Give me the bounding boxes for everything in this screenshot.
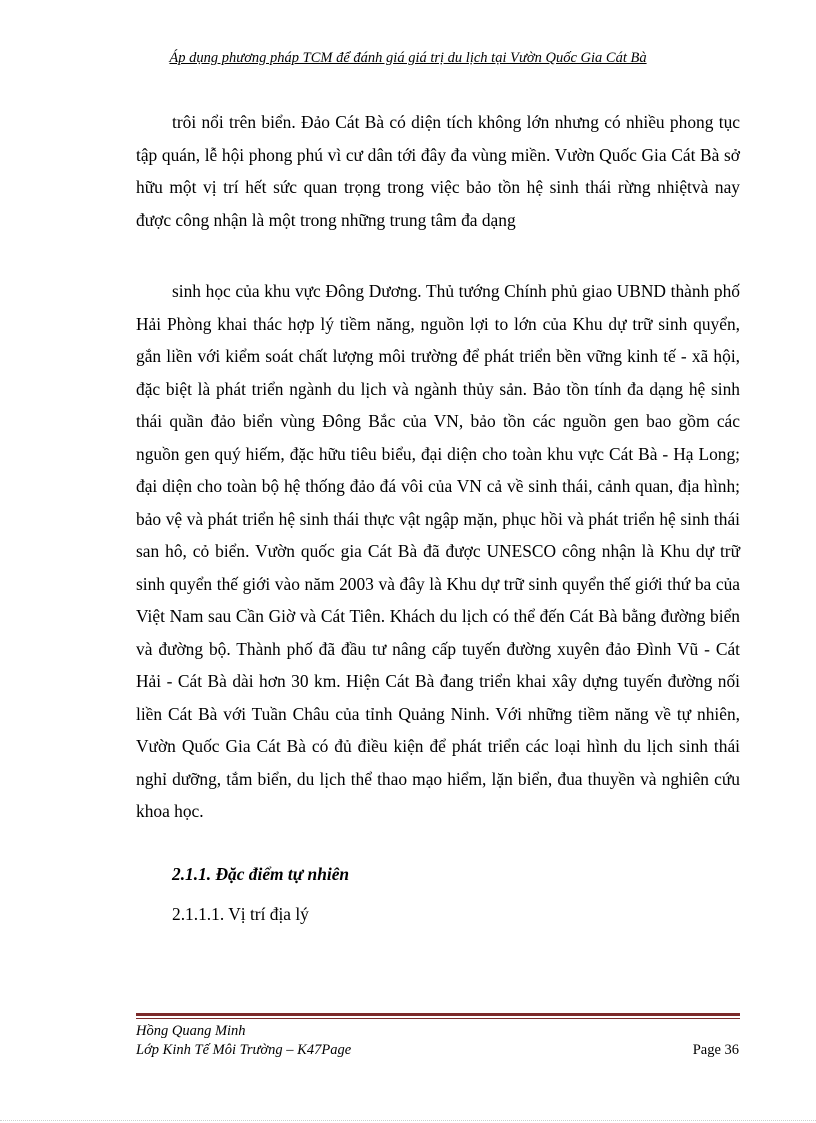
body-paragraph-2 (136, 275, 740, 828)
footer-class-line: Lớp Kinh Tế Môi Trường – K47Page (136, 1042, 352, 1058)
footer-rule-thick (136, 1013, 740, 1016)
paragraph-text: sinh học của khu vực Đông Dương. Thủ tướng Chính phủ giao UBND thành phố Hải Phòng khai thác hợp lý tiềm năng, nguồn lợi to lớn của Khu dự trữ sinh quyển, gắn liền với kiểm soát chất lượng môi trường để phát triển bền vững kinh tế - xã hội, đặc biệt là phát triển ngành du lịch và ngành thủy sản. Bảo tồn tính đa dạng hệ sinh thái quần đảo biển vùng Đông Bắc của VN, bảo tồn các nguồn gen bao gồm các nguồn gen quý hiếm, đặc hữu tiêu biểu, đại diện cho toàn khu vực Cát Bà - Hạ Long; đại diện cho toàn bộ hệ thống đảo đá vôi của VN cả về sinh thái, cảnh quan, địa hình; bảo vệ và phát triển hệ sinh thái thực vật ngập mặn, phục hồi và phát triển hệ sinh thái san hô, cỏ biển. Vườn quốc gia Cát Bà đã được UNESCO công nhận là Khu dự trữ sinh quyển thế giới vào năm 2003 và đây là Khu dự trữ sinh quyển thế giới thứ ba của Việt Nam sau Cần Giờ và Cát Tiên. Khách du lịch có thể đến Cát Bà bằng đường biển và đường bộ. Thành phố đã đầu tư nâng cấp tuyến đường xuyên đảo Đình Vũ - Cát Hải - Cát Bà dài hơn 30 km. Hiện Cát Bà đang triển khai xây dựng tuyến đường nối liền Cát Bà với Tuần Châu của tỉnh Quảng Ninh. Với những tiềm năng về tự nhiên, Vườn Quốc Gia Cát Bà có đủ điều kiện để phát triển các loại hình du lịch sinh thái nghỉ dưỡng, tắm biển, du lịch thể thao mạo hiểm, lặn biển, đua thuyền và nghiên cứu khoa học. (136, 281, 740, 821)
running-header: Áp dụng phương pháp TCM để đánh giá giá trị du lịch tại Vườn Quốc Gia Cát Bà (169, 50, 647, 66)
footer-rule-thin (136, 1018, 740, 1019)
page-bottom-edge (0, 1120, 816, 1121)
subsection-heading: 2.1.1.1. Vị trí địa lý (172, 904, 309, 924)
section-heading: 2.1.1. Đặc điểm tự nhiên (172, 864, 350, 884)
page-number: Page 36 (692, 1042, 739, 1058)
body-paragraph-1 (136, 106, 740, 236)
footer-author: Hồng Quang Minh (136, 1023, 246, 1039)
footer-info (136, 1022, 351, 1060)
paragraph-text: trôi nổi trên biển. Đảo Cát Bà có diện tích không lớn nhưng có nhiều phong tục tập quán, lễ hội phong phú vì cư dân tới đây đa vùng miền. Vườn Quốc Gia Cát Bà sở hữu một vị trí hết sức quan trọng trong việc bảo tồn hệ sinh thái rừng nhiệtvà nay được công nhận là một trong những trung tâm đa dạng (136, 112, 740, 230)
